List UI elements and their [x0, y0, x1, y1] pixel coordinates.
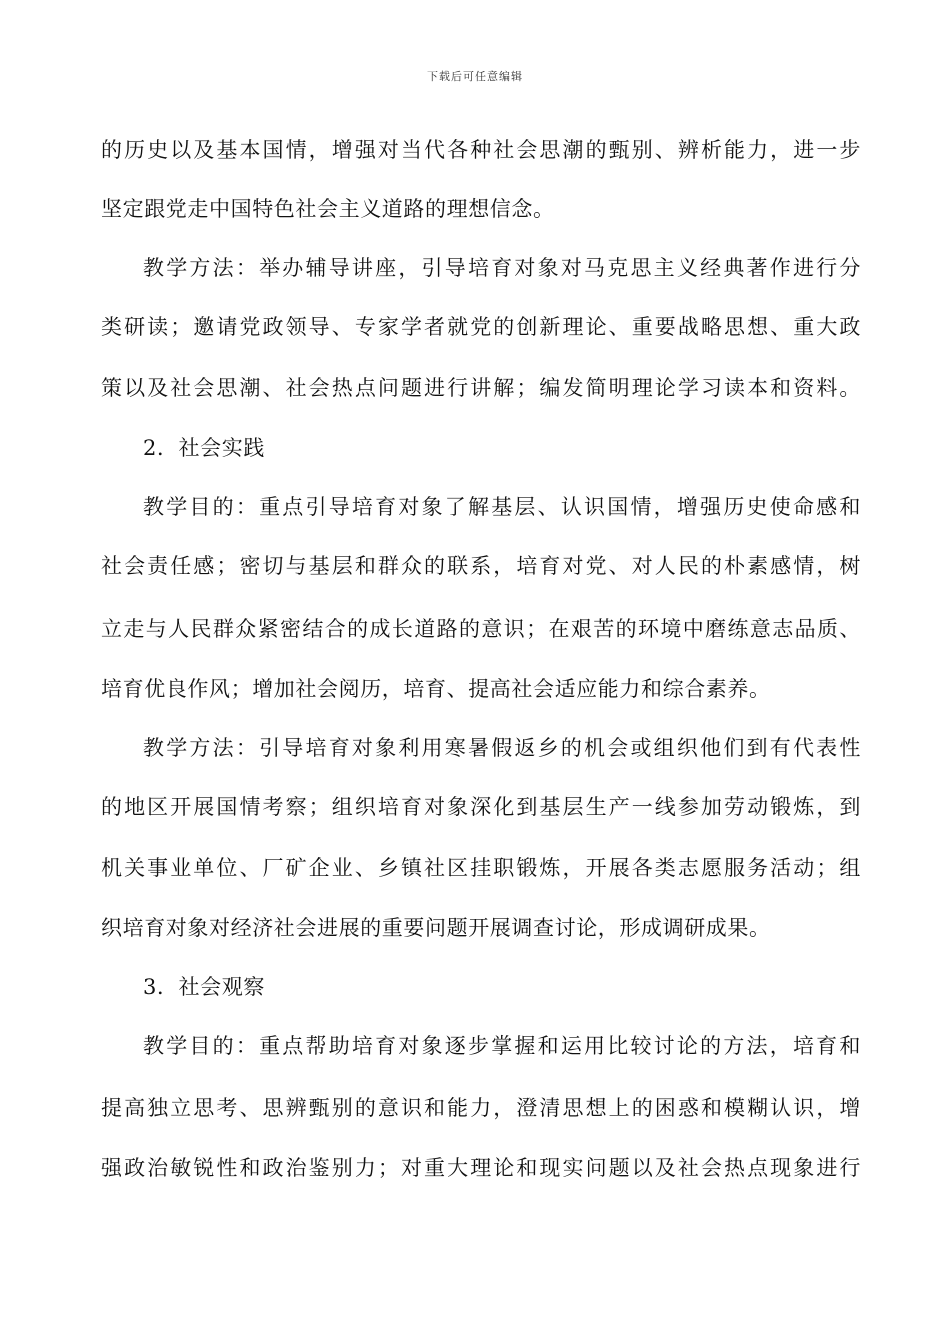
text-line: 立走与人民群众紧密结合的成长道路的意识；在艰苦的环境中磨练意志品质、 [101, 617, 861, 641]
section-heading: 3．社会观察 [143, 975, 265, 999]
section-heading: 2．社会实践 [143, 436, 265, 460]
text-line: 类研读；邀请党政领导、专家学者就党的创新理论、重要战略思想、重大政 [101, 315, 861, 339]
text-line: 坚定跟党走中国特色社会主义道路的理想信念。 [101, 197, 555, 221]
text-line: 的地区开展国情考察；组织培育对象深化到基层生产一线参加劳动锻炼，到 [101, 795, 861, 819]
text-line: 培育优良作风；增加社会阅历，培育、提高社会适应能力和综合素养。 [101, 677, 771, 701]
text-line: 教学方法：引导培育对象利用寒暑假返乡的机会或组织他们到有代表性 [143, 736, 861, 760]
text-line: 的历史以及基本国情，增强对当代各种社会思潮的甄别、辨析能力，进一步 [101, 138, 861, 162]
text-line: 织培育对象对经济社会进展的重要问题开展调查讨论，形成调研成果。 [101, 916, 771, 940]
text-line: 策以及社会思潮、社会热点问题进行讲解；编发简明理论学习读本和资料。 [101, 376, 861, 400]
text-line: 教学目的：重点引导培育对象了解基层、认识国情，增强历史使命感和 [143, 495, 861, 519]
text-line: 教学方法：举办辅导讲座，引导培育对象对马克思主义经典著作进行分 [143, 256, 861, 280]
page-header: 下载后可任意编辑 [427, 70, 523, 83]
text-line: 教学目的：重点帮助培育对象逐步掌握和运用比较讨论的方法，培育和 [143, 1034, 861, 1058]
text-line: 机关事业单位、厂矿企业、乡镇社区挂职锻炼，开展各类志愿服务活动；组 [101, 856, 861, 880]
text-line: 强政治敏锐性和政治鉴别力；对重大理论和现实问题以及社会热点现象进行 [101, 1156, 861, 1180]
text-line: 提高独立思考、思辨甄别的意识和能力，澄清思想上的困惑和模糊认识，增 [101, 1096, 861, 1120]
text-line: 社会责任感；密切与基层和群众的联系，培育对党、对人民的朴素感情，树 [101, 554, 861, 578]
